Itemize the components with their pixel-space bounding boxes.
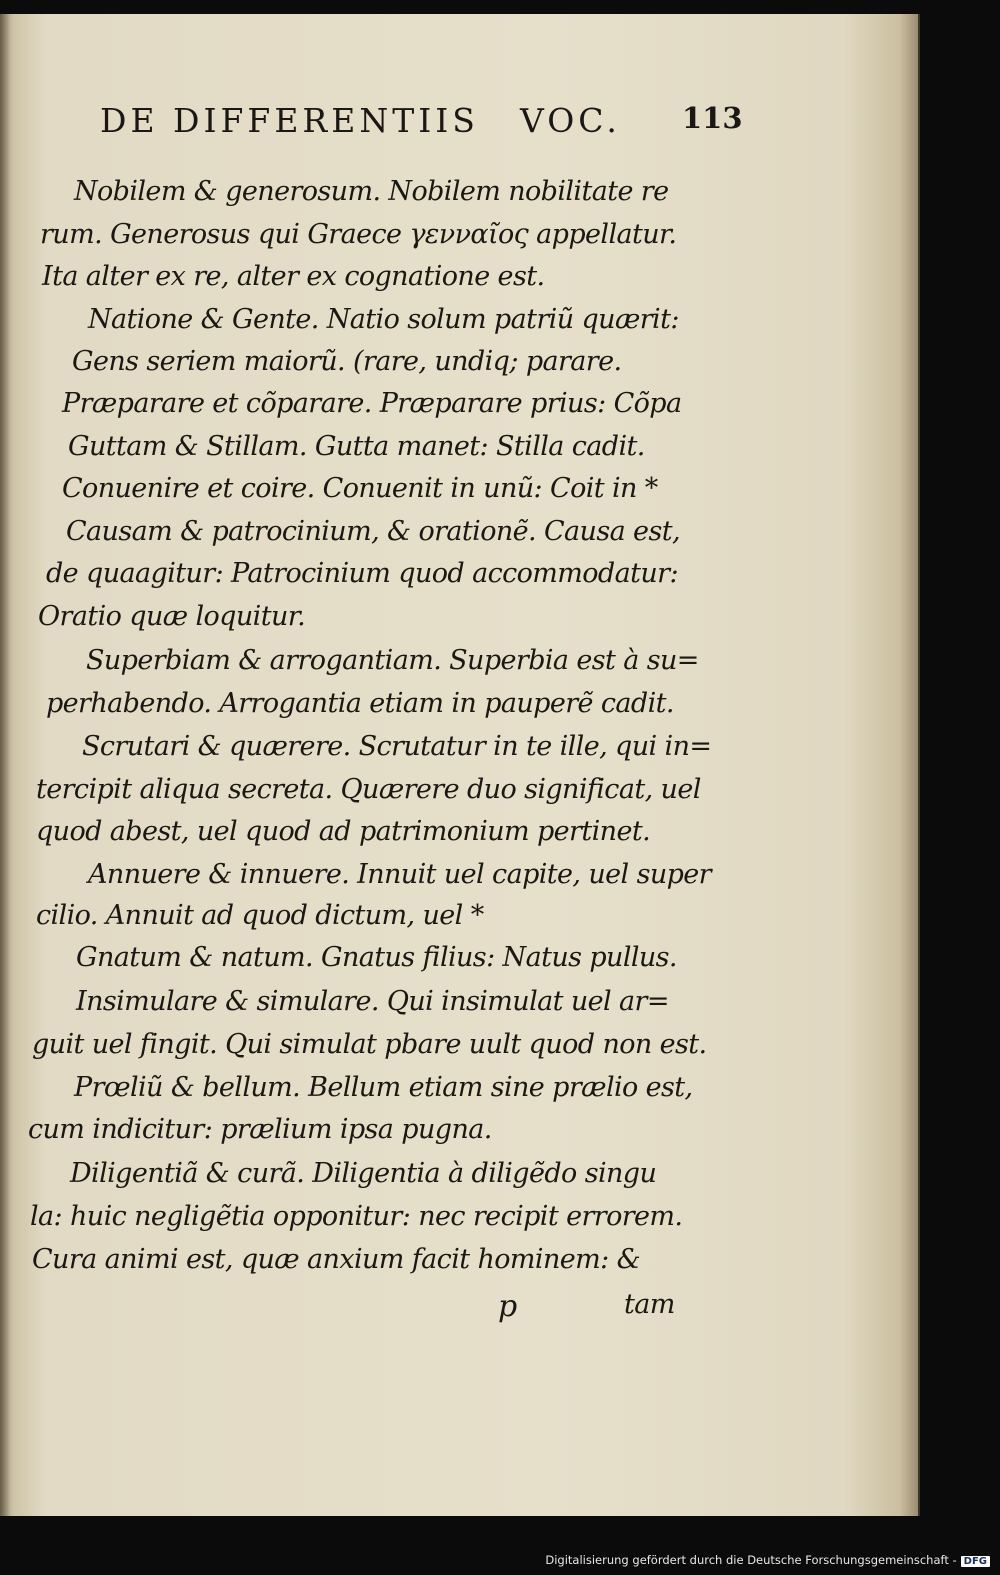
text-line: Scrutari & quærere. Scrutatur in te ille, qui in= bbox=[82, 731, 712, 762]
text-line: la: huic negligẽtia opponitur: nec recipit errorem. bbox=[30, 1201, 683, 1232]
page-number: 113 bbox=[682, 101, 743, 135]
text-line: Insimulare & simulare. Qui insimulat uel ar= bbox=[76, 986, 669, 1017]
signature-mark: p bbox=[498, 1289, 517, 1324]
text-line: Prœliũ & bellum. Bellum etiam sine prælio est, bbox=[74, 1072, 693, 1103]
text-line: quod abest, uel quod ad patrimonium pertinet. bbox=[36, 816, 651, 847]
text-line: Cura animi est, quæ anxium facit hominem: & bbox=[32, 1244, 641, 1275]
text-line: Præparare et cõparare. Præparare prius: Cõpa bbox=[62, 388, 682, 419]
text-line: Oratio quæ loquitur. bbox=[38, 601, 306, 632]
dfg-logo: DFG bbox=[961, 1556, 990, 1567]
text-line: rum. Generosus qui Graece γενναῖος appellatur. bbox=[40, 219, 677, 250]
text-line: Guttam & Stillam. Gutta manet: Stilla cadit. bbox=[68, 431, 645, 462]
text-line: Superbiam & arrogantiam. Superbia est à su= bbox=[86, 645, 699, 676]
text-line: perhabendo. Arrogantia etiam in pauperẽ cadit. bbox=[46, 688, 674, 719]
text-line: Annuere & innuere. Innuit uel capite, uel super bbox=[88, 859, 711, 890]
running-title: DE DIFFERENTIIS bbox=[100, 101, 479, 140]
text-line: Conuenire et coire. Conuenit in unũ: Coit in * bbox=[62, 473, 658, 504]
text-line: cum indicitur: prælium ipsa pugna. bbox=[28, 1114, 492, 1145]
text-line: Causam & patrocinium, & orationẽ. Causa est, bbox=[66, 516, 680, 547]
credit-text: Digitalisierung gefördert durch die Deutsche Forschungsgemeinschaft - bbox=[545, 1553, 957, 1567]
digitization-credit bbox=[545, 1553, 990, 1567]
text-line: cilio. Annuit ad quod dictum, uel * bbox=[36, 900, 484, 931]
catchword: tam bbox=[624, 1289, 675, 1320]
text-line: guit uel fingit. Qui simulat pbare uult quod non est. bbox=[32, 1029, 707, 1060]
text-line: de quaagitur: Patrocinium quod accommodatur: bbox=[46, 558, 678, 589]
text-line: Nobilem & generosum. Nobilem nobilitate re bbox=[74, 176, 669, 207]
text-line: Natione & Gente. Natio solum patriũ quærit: bbox=[88, 304, 679, 335]
text-line: Gens seriem maiorũ. (rare, undiq; parare. bbox=[72, 346, 622, 377]
text-line: Diligentiã & curã. Diligentia à diligẽdo singu bbox=[70, 1158, 657, 1189]
text-line: tercipit aliqua secreta. Quærere duo significat, uel bbox=[36, 774, 701, 805]
text-line: Gnatum & natum. Gnatus filius: Natus pullus. bbox=[76, 942, 677, 973]
book-page bbox=[0, 14, 920, 1516]
text-line: Ita alter ex re, alter ex cognatione est. bbox=[42, 261, 545, 292]
running-title-abbrev: VOC. bbox=[520, 101, 621, 140]
body-text bbox=[0, 14, 918, 1516]
